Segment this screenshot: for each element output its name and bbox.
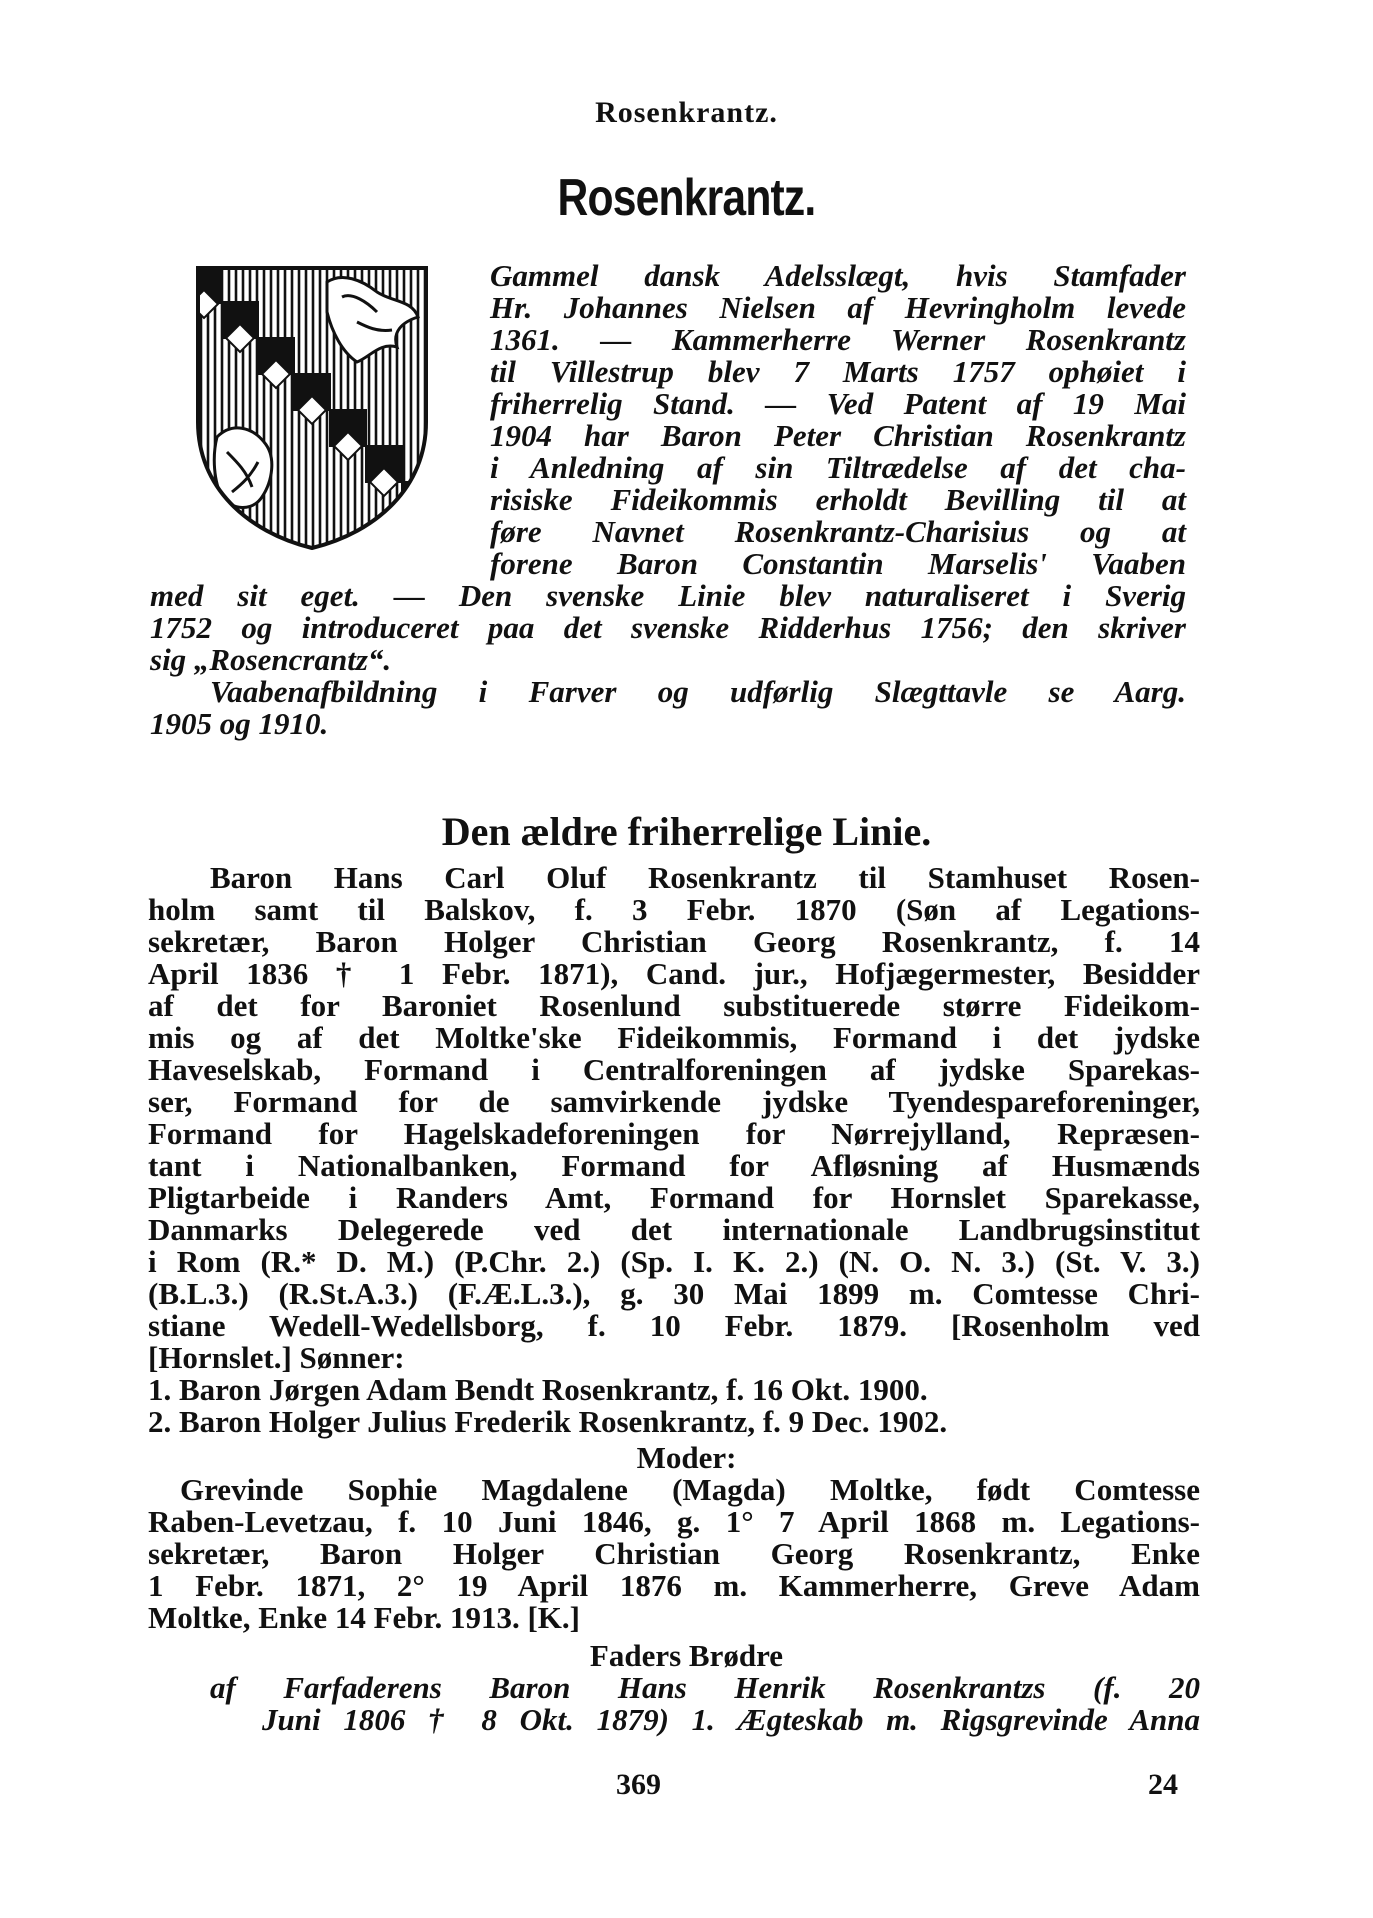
body-line: af det for Baroniet Rosenlund substituerede større Fideikom- bbox=[148, 988, 1200, 1023]
intro-line: i Anledning af sin Tiltrædelse af det cha- bbox=[490, 450, 1186, 485]
mother-line: Moltke, Enke 14 Febr. 1913. [K.] bbox=[148, 1600, 580, 1635]
son-entry: 2. Baron Holger Julius Frederik Rosenkrantz, f. 9 Dec. 1902. bbox=[148, 1404, 948, 1439]
intro-line: 1905 og 1910. bbox=[150, 706, 329, 741]
mother-line: Raben-Levetzau, f. 10 Juni 1846, g. 1° 7 April 1868 m. Legations- bbox=[148, 1504, 1200, 1539]
mother-heading: Moder: bbox=[636, 1440, 737, 1475]
intro-line: friherrelig Stand. — Ved Patent af 19 Mai bbox=[490, 386, 1186, 421]
son-entry: 1. Baron Jørgen Adam Bendt Rosenkrantz, f. 16 Okt. 1900. bbox=[148, 1372, 928, 1407]
body-line: Baron Hans Carl Oluf Rosenkrantz til Stamhuset Rosen- bbox=[210, 860, 1200, 895]
sheet-number: 24 bbox=[1148, 1768, 1178, 1801]
intro-line: Vaabenafbildning i Farver og udførlig Slægttavle se Aarg. bbox=[210, 674, 1186, 709]
intro-line: 1752 og introduceret paa det svenske Ridderhus 1756; den skriver bbox=[150, 610, 1186, 645]
body-line: i Rom (R.* D. M.) (P.Chr. 2.) (Sp. I. K. 2.) (N. O. N. 3.) (St. V. 3.) bbox=[148, 1244, 1200, 1279]
body-line: stiane Wedell-Wedellsborg, f. 10 Febr. 1879. [Rosenholm ved bbox=[148, 1308, 1200, 1343]
page-title: Rosenkrantz. bbox=[557, 169, 816, 227]
intro-line: føre Navnet Rosenkrantz-Charisius og at bbox=[490, 514, 1186, 549]
body-line: (B.L.3.) (R.St.A.3.) (F.Æ.L.3.), g. 30 Mai 1899 m. Comtesse Chri- bbox=[148, 1276, 1200, 1311]
body-line: holm samt til Balskov, f. 3 Febr. 1870 (Søn af Legations- bbox=[148, 892, 1200, 927]
intro-line: Hr. Johannes Nielsen af Hevringholm levede bbox=[490, 290, 1186, 325]
page-number: 369 bbox=[616, 1768, 661, 1801]
body-line: [Hornslet.] Sønner: bbox=[148, 1340, 405, 1375]
intro-line: 1361. — Kammerherre Werner Rosenkrantz bbox=[490, 322, 1186, 357]
brothers-heading: Faders Brødre bbox=[589, 1638, 784, 1673]
intro-line: forene Baron Constantin Marselis' Vaaben bbox=[490, 546, 1186, 581]
brothers-line: Juni 1806 † 8 Okt. 1879) 1. Ægteskab m. Rigsgrevinde Anna bbox=[262, 1702, 1200, 1737]
intro-line: sig „Rosencrantz“. bbox=[150, 642, 392, 677]
body-line: sekretær, Baron Holger Christian Georg Rosenkrantz, f. 14 bbox=[148, 924, 1200, 959]
coat-of-arms-shield bbox=[192, 262, 432, 552]
mother-line: sekretær, Baron Holger Christian Georg Rosenkrantz, Enke bbox=[148, 1536, 1200, 1571]
intro-line: til Villestrup blev 7 Marts 1757 ophøiet i bbox=[490, 354, 1186, 389]
intro-line: 1904 har Baron Peter Christian Rosenkrantz bbox=[490, 418, 1186, 453]
intro-line: Gammel dansk Adelsslægt, hvis Stamfader bbox=[490, 258, 1186, 293]
mother-line: Grevinde Sophie Magdalene (Magda) Moltke, født Comtesse bbox=[180, 1472, 1200, 1507]
body-line: mis og af det Moltke'ske Fideikommis, Formand i det jydske bbox=[148, 1020, 1200, 1055]
body-line: Formand for Hagelskadeforeningen for Nørrejylland, Repræsen- bbox=[148, 1116, 1200, 1151]
intro-line: risiske Fideikommis erholdt Bevilling til at bbox=[490, 482, 1186, 517]
body-line: Haveselskab, Formand i Centralforeningen af jydske Sparekas- bbox=[148, 1052, 1200, 1087]
section-heading: Den ældre friherrelige Linie. bbox=[441, 809, 932, 854]
brothers-line: af Farfaderens Baron Hans Henrik Rosenkrantzs (f. 20 bbox=[210, 1670, 1200, 1705]
body-line: ser, Formand for de samvirkende jydske Tyendespareforeninger, bbox=[148, 1084, 1200, 1119]
body-line: tant i Nationalbanken, Formand for Afløsning af Husmænds bbox=[148, 1148, 1200, 1183]
intro-line: med sit eget. — Den svenske Linie blev naturaliseret i Sverig bbox=[150, 578, 1186, 613]
running-head: Rosenkrantz. bbox=[595, 96, 778, 129]
body-line: April 1836 † 1 Febr. 1871), Cand. jur., Hofjægermester, Besidder bbox=[148, 956, 1200, 991]
body-line: Pligtarbeide i Randers Amt, Formand for Hornslet Sparekasse, bbox=[148, 1180, 1200, 1215]
mother-line: 1 Febr. 1871, 2° 19 April 1876 m. Kammerherre, Greve Adam bbox=[148, 1568, 1200, 1603]
body-line: Danmarks Delegerede ved det internationale Landbrugsinstitut bbox=[148, 1212, 1200, 1247]
